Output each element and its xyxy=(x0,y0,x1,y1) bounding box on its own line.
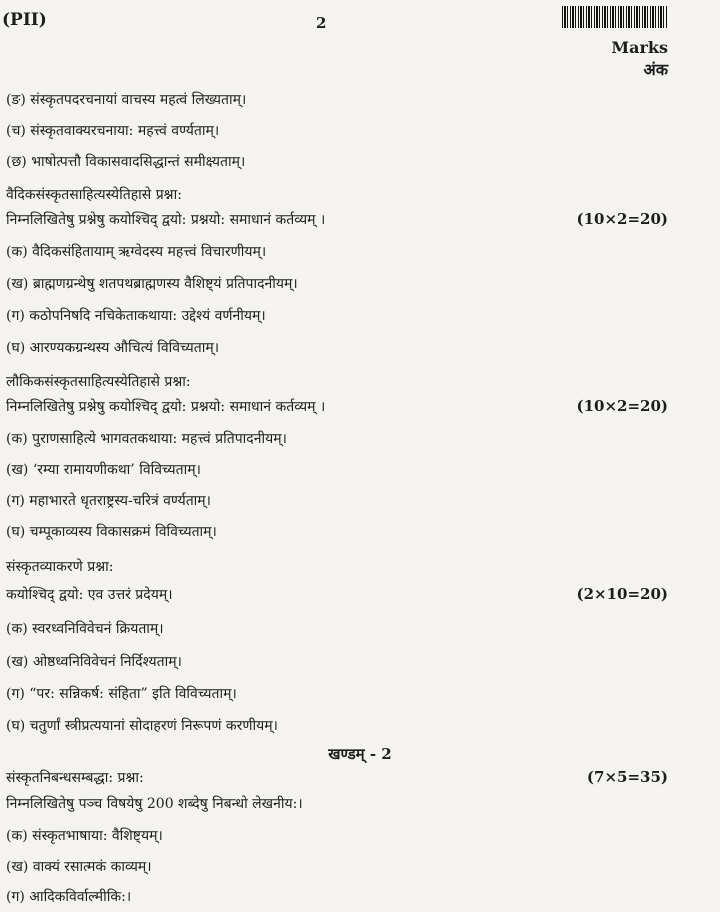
section-instruction: कयोश्चिद् द्वयो: एव उत्तरं प्रदेयम्। xyxy=(6,587,173,603)
marks-heading-en: Marks xyxy=(611,38,668,57)
question-item: (क) संस्कृतभाषाया: वैशिष्ट्यम्। xyxy=(6,828,163,844)
question-item: (क) स्वरध्वनिविवेचनं क्रियताम्। xyxy=(6,621,164,637)
section-marks: (10×2=20) xyxy=(576,397,668,415)
section-heading: संस्कृतनिबन्धसम्बद्धा: प्रश्ना: xyxy=(6,770,144,786)
section-marks: (7×5=35) xyxy=(586,768,668,786)
section-heading: वैदिकसंस्कृतसाहित्यस्येतिहासे प्रश्ना: xyxy=(6,187,182,203)
question-item: (ख) वाक्यं रसात्मकं काव्यम्। xyxy=(6,859,152,875)
question-item: (ख) ब्राह्मणग्रन्थेषु शतपथब्राह्मणस्य वैशिष्ट्यं प्रतिपादनीयम्। xyxy=(6,276,298,292)
question-item: (ग) कठोपनिषदि नचिकेताकथाया: उद्देश्यं वर्णनीयम्। xyxy=(6,308,266,324)
question-item: (छ) भाषोत्पत्तौ विकासवादसिद्धान्तं समीक्ष्यताम्। xyxy=(6,154,246,170)
section-instruction: निम्नलिखितेषु प्रश्नेषु कयोश्चिद् द्वयो: प्रश्नयो: समाधानं कर्तव्यम् । xyxy=(6,212,326,228)
part-title: खण्डम् - 2 xyxy=(328,745,392,763)
paper-code: (PII) xyxy=(2,10,47,30)
question-item: (क) पुराणसाहित्ये भागवतकथाया: महत्त्वं प्रतिपादनीयम्। xyxy=(6,431,287,447)
question-item: (ग) आदिकविर्वाल्मीकि:। xyxy=(6,889,132,905)
question-item: (ङ) संस्कृतपदरचनायां वाचस्य महत्वं लिख्यताम्। xyxy=(6,92,247,108)
question-item: (ख) ओष्ठध्वनिविवेचनं निर्दिश्यताम्। xyxy=(6,654,182,670)
question-item: (घ) आरण्यकग्रन्थस्य औचित्यं विविच्यताम्। xyxy=(6,340,220,356)
section-instruction: निम्नलिखितेषु प्रश्नेषु कयोश्चिद् द्वयो: प्रश्नयो: समाधानं कर्तव्यम् । xyxy=(6,399,326,415)
question-item: (घ) चम्पूकाव्यस्य विकासक्रमं विविच्यताम्। xyxy=(6,524,217,540)
question-item: (ग) “पर: सन्निकर्ष: संहिता” इति विविच्यताम्। xyxy=(6,686,237,702)
section-heading: संस्कृतव्याकरणे प्रश्ना: xyxy=(6,559,114,575)
marks-heading-hi: अंक xyxy=(643,60,668,79)
section-heading: लौकिकसंस्कृतसाहित्यस्येतिहासे प्रश्ना: xyxy=(6,374,191,390)
question-item: (क) वैदिकसंहितायाम् ऋग्वेदस्य महत्त्वं विचारणीयम्। xyxy=(6,244,267,260)
question-item: (च) संस्कृतवाक्यरचनाया: महत्त्वं वर्ण्यताम्। xyxy=(6,123,220,139)
question-item: (ग) महाभारते धृतराष्ट्रस्य-चरित्रं वर्ण्यताम्। xyxy=(6,493,211,509)
question-item: (घ) चतुर्णां स्त्रीप्रत्ययानां सोदाहरणं निरूपणं करणीयम्। xyxy=(6,718,278,734)
section-marks: (2×10=20) xyxy=(576,585,668,603)
page-number: 2 xyxy=(316,14,327,32)
barcode-icon xyxy=(562,6,668,28)
section-marks: (10×2=20) xyxy=(576,210,668,228)
question-item: (ख) ‘रम्या रामायणीकथा’ विविच्यताम्। xyxy=(6,462,201,478)
section-instruction: निम्नलिखितेषु पञ्च विषयेषु 200 शब्देषु निबन्धो लेखनीय:। xyxy=(6,796,303,812)
